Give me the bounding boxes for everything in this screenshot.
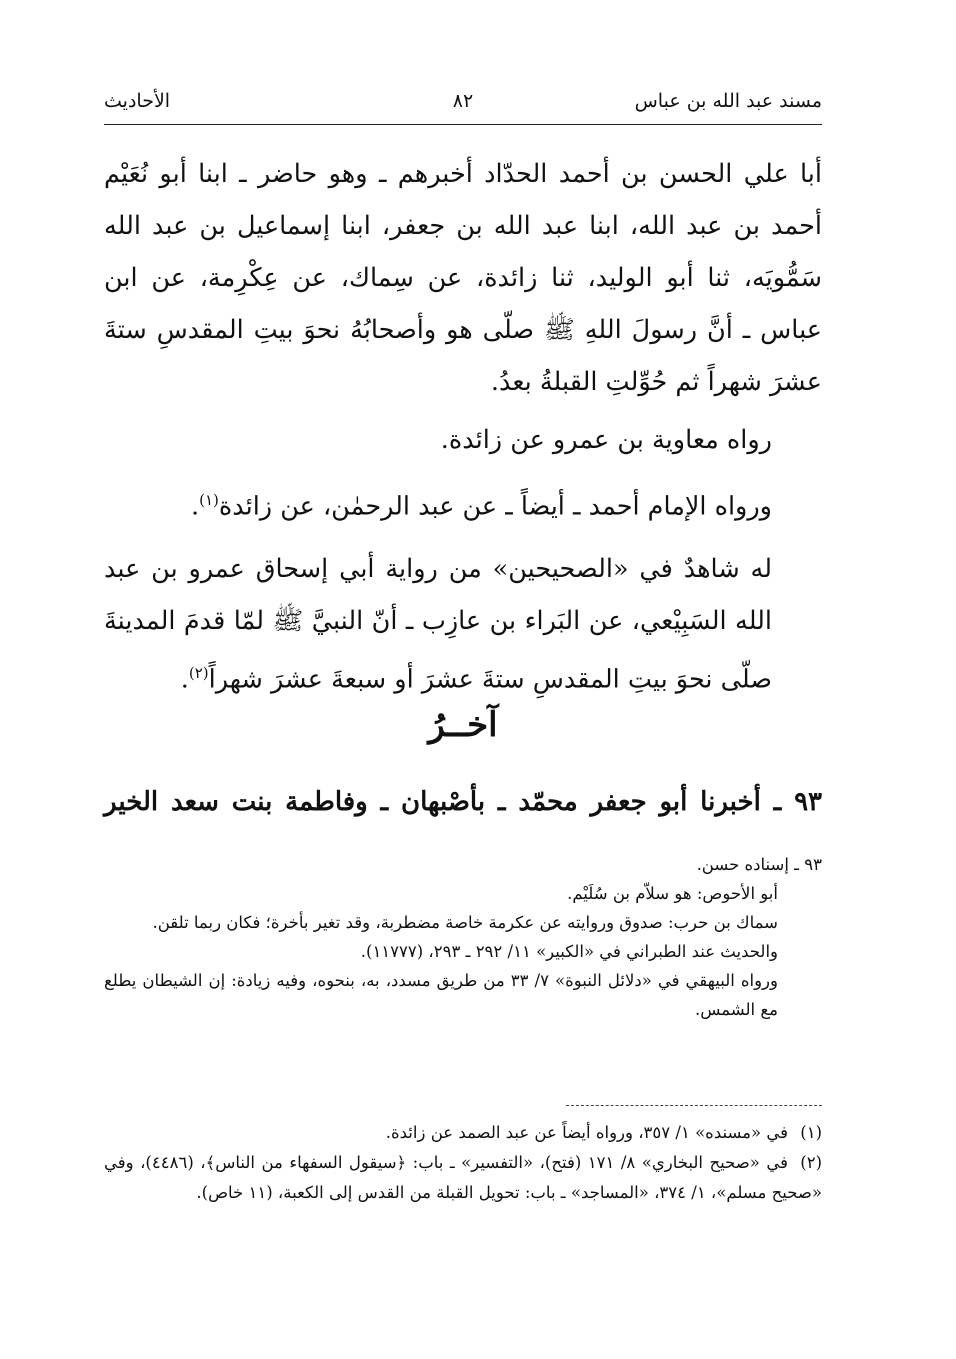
main-text bbox=[104, 148, 822, 705]
running-header bbox=[104, 86, 822, 116]
header-book-title: مسند عبد الله بن عباس bbox=[634, 90, 822, 112]
footnote-text: في «مسنده» ١/ ٣٥٧، ورواه أيضاً عن عبد الصمد عن زائدة. bbox=[385, 1123, 788, 1142]
note-line: أبو الأحوص: هو سلاّم بن سُلَيْم. bbox=[567, 884, 778, 903]
paragraph-isnad: أبا علي الحسن بن أحمد الحدّاد أخبرهم ـ وهو حاضر ـ ابنا أبو نُعَيْم أحمد بن عبد الله، ابنا عبد الله بن جعفر، ابنا إسماعيل بن عبد الله سَمُّويَه، ثنا أبو الوليد، ثنا زائدة، عن سِماك، عن عِكْرِمة، عن ابن عباس ـ أنَّ رسولَ اللهِ ﷺ صلّى هو وأصحابُهُ نحوَ بيتِ المقدسِ ستةَ عشرَ شهراً ثم حُوِّلتِ القبلةُ بعدُ. bbox=[104, 159, 822, 397]
footnotes bbox=[104, 1118, 822, 1208]
note-line: والحديث عند الطبراني في «الكبير» ١١/ ٢٩٢ ـ ٢٩٣، (١١٧٧٧). bbox=[360, 942, 778, 961]
paragraph-riwaya-ahmad-text: ورواه الإمام أحمد ـ أيضاً ـ عن عبد الرحمٰن، عن زائدة bbox=[218, 491, 772, 522]
section-heading: آخــرُ bbox=[428, 705, 498, 745]
paragraph-riwaya-ahmad bbox=[104, 474, 822, 533]
footnote-1 bbox=[104, 1118, 822, 1148]
paragraph-riwaya-muawiya: رواه معاوية بن عمرو عن زائدة. bbox=[440, 425, 772, 455]
footnote-2 bbox=[104, 1148, 822, 1208]
footnote-ref-2[interactable]: (٢) bbox=[188, 663, 209, 682]
footnote-number: (١) bbox=[800, 1123, 822, 1142]
header-divider bbox=[104, 124, 822, 125]
header-section-title: الأحاديث bbox=[104, 90, 171, 112]
paragraph-shahid bbox=[104, 543, 822, 706]
editor-notes bbox=[104, 850, 822, 1024]
paragraph-shahid-text: له شاهدٌ في «الصحيحين» من رواية أبي إسحاق عمرو بن عبد الله السَبِيْعي، عن البَراء بن عازِب ـ أنّ النبيَّ ﷺ لمّا قدمَ المدينةَ صلّى نحوَ بيتِ المقدسِ ستةَ عشرَ أو سبعةَ عشرَ شهراً bbox=[104, 553, 772, 694]
paragraph-end-mark: . bbox=[190, 491, 200, 522]
note-line: ورواه البيهقي في «دلائل النبوة» ٧/ ٣٣ من طريق مسدد، به، بنحوه، وفيه زيادة: إن الشيطان يطلع مع الشمس. bbox=[104, 971, 778, 1019]
footnote-ref-1[interactable]: (١) bbox=[199, 491, 219, 509]
page-number: ٨٢ bbox=[452, 90, 474, 112]
footnote-text: في «صحيح البخاري» ٨/ ١٧١ (فتح)، «التفسير» ـ باب: ﴿سيقول السفهاء من الناس﴾، (٤٤٨٦)، وفي «صحيح مسلم»، ١/ ٣٧٤، «المساجد» ـ باب: تحويل القبلة من القدس إلى الكعبة، (١١ خاص). bbox=[104, 1153, 822, 1202]
footnote-number: (٢) bbox=[800, 1153, 822, 1172]
footnote-separator bbox=[566, 1105, 822, 1106]
hadith-93-start: ٩٣ ـ أخبرنا أبو جعفر محمّد ـ بأصْبهان ـ وفاطمة بنت سعد الخير bbox=[104, 787, 822, 817]
paragraph-end-mark: . bbox=[180, 664, 189, 694]
notes-heading: ٩٣ ـ إسناده حسن. bbox=[696, 855, 822, 874]
note-line: سماك بن حرب: صدوق وروايته عن عكرمة خاصة مضطربة، وقد تغير بأخرة؛ فكان ربما تلقن. bbox=[152, 913, 778, 932]
